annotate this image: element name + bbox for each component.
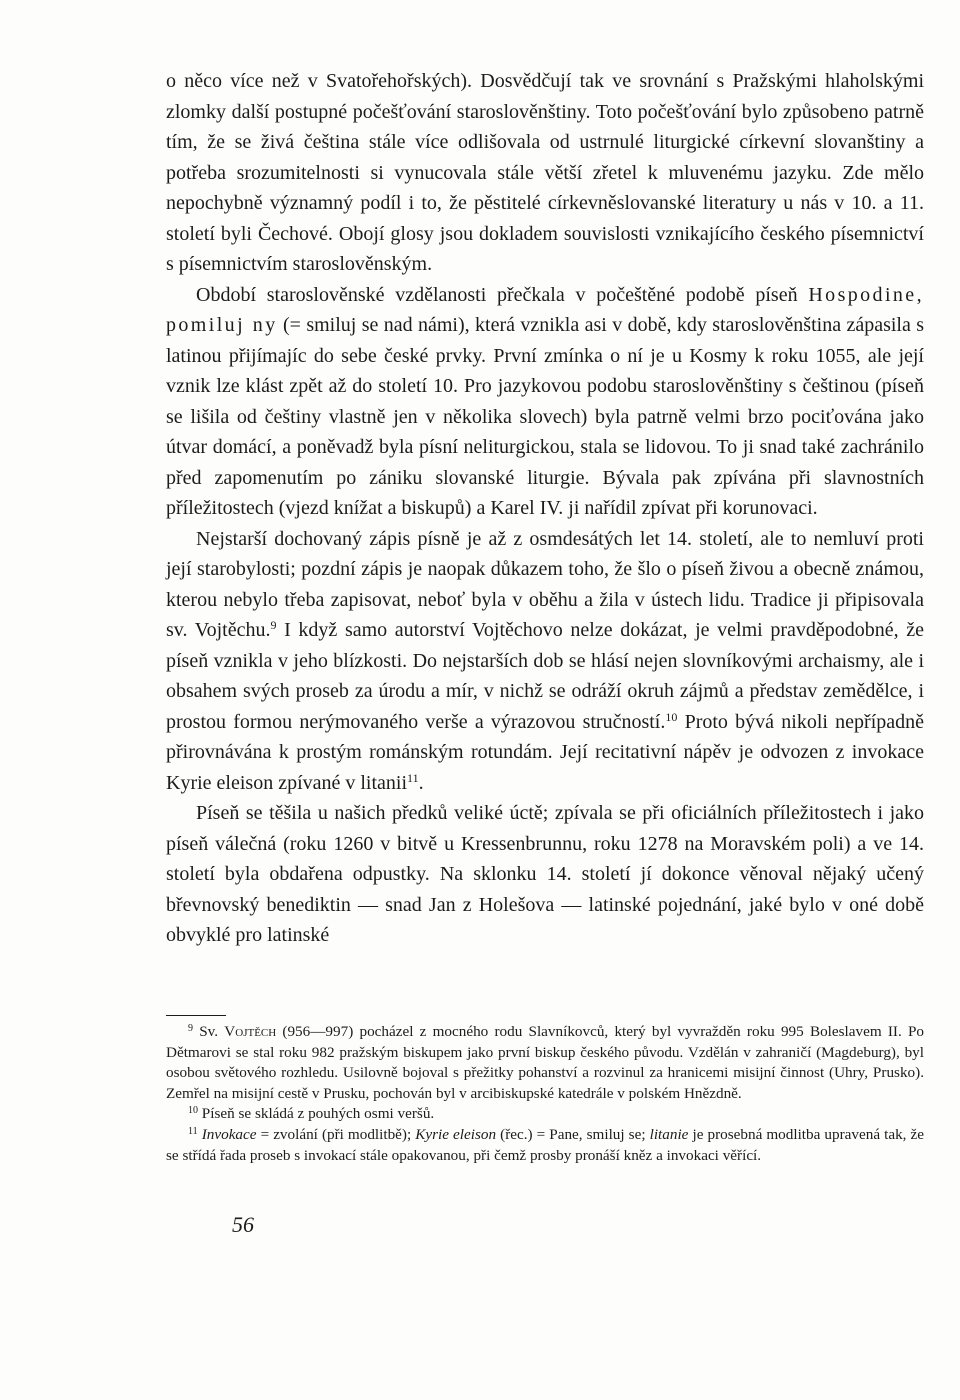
song-title-spaced: Hospodine, pomiluj ny xyxy=(166,283,924,336)
paragraph-4 xyxy=(166,798,924,951)
footnote-number: 11 xyxy=(188,1125,198,1137)
footnote-term: Kyrie eleison xyxy=(415,1125,497,1143)
page-number: 56 xyxy=(232,1212,254,1237)
footnote-number: 9 xyxy=(188,1023,193,1034)
footnote-ref[interactable]: 9 xyxy=(270,618,277,632)
footnote-text: (řec.) = Pane, smiluj se; xyxy=(496,1125,650,1143)
footnote-term: litanie xyxy=(649,1125,689,1143)
paragraph-text: I když samo autorství Vojtěchovo nelze dokázat, je velmi pravděpodobné, že píseň vznikla v jeho blízkosti. Do nejstarších dob se hlásí nejen slovníkovými archaismy, ale i obsahem svých proseb za úrodu a mír, v nichž se odráží okruh zájmů a představ zemědělce, i prostou formou nerýmovaného verše a výrazovou stručností. xyxy=(166,619,925,733)
footnote-text: je prosebná modlitba upravená tak, že se střídá řada proseb s invokací stále opakovanou, při čemž prosby pronáší kněz a invokaci věřící. xyxy=(166,1125,925,1164)
footnote-divider xyxy=(166,1015,226,1016)
paragraph-text: o něco více než v Svatořehořských). Dosvědčují tak ve srovnání s Pražskými hlaholskými zlomky další postupné počešťování staroslověnštiny. Toto počešťování bylo způsobeno patrně tím, že se živá čeština stále více odlišovala od ustrnulé liturgické církevní slovanštiny a potřeba srozumitelnosti si vynucovala stále větší zřetel k mluvenému jazyku. Zde mělo nepochybně významný podíl i to, že pěstitelé církevněslovanské literatury u nás v 10. a 11. století byli Čechové. Obojí glosy jsou dokladem souvislosti vznikajícího českého písemnictví s písemnictvím staroslověnským. xyxy=(166,70,924,275)
paragraph-text: Píseň se těšila u našich předků veliké úctě; zpívala se při oficiálních příležitostech i jako píseň válečná (roku 1260 v bitvě u Kressenbrunnu, roku 1278 na Moravském poli) a ve 14. století byla obdařena odpustky. Na sklonku 14. století jí dokonce věnoval nějaký učený břevnovský benediktin — snad Jan z Holešova — latinské pojednání, jaké bylo v oné době obvyklé pro latinské xyxy=(166,802,924,946)
paragraph-2 xyxy=(166,280,924,524)
footnote-name: Vojtěch xyxy=(224,1023,277,1040)
paragraph-text: Proto bývá nikoli nepřípadně přirovnávána k prostým románským rotundám. Její recitativní nápěv je odvozen z invokace Kyrie eleison zpívané v litanii xyxy=(166,710,924,794)
footnote-10 xyxy=(166,1104,924,1125)
footnote-9 xyxy=(166,1022,924,1104)
footnote-11 xyxy=(166,1125,924,1166)
footnote-term: Invokace xyxy=(201,1125,257,1143)
footnote-number: 10 xyxy=(188,1105,198,1117)
footnotes xyxy=(166,1022,924,1166)
footnote-ref[interactable]: 10 xyxy=(665,709,678,724)
footnote-text: Píseň se skládá z pouhých osmi veršů. xyxy=(201,1105,435,1123)
footnote-text: (956—997) pocházel z mocného rodu Slavníkovců, který byl vyvražděn roku 995 Boleslavem II. Po Dětmarovi se stal roku 982 pražským biskupem jako první biskup českého původu. Vzdělán v zahraničí (Magdeburg), byl osobou světového rozhledu. Usilovně bojoval s přežitky pohanství a rozvinul za hranicemi misijní činnost (Uhry, Prusko). Zemřel na misijní cestě v Prusku, pochován byl v arcibiskupské katedrále v polském Hnězdně. xyxy=(166,1023,925,1102)
footnote-text: Sv. xyxy=(199,1023,225,1040)
paragraph-3 xyxy=(166,524,924,799)
paragraph-text: Nejstarší dochovaný zápis písně je až z osmdesátých let 14. století, ale to nemluví proti její starobylosti; pozdní zápis je naopak důkazem toho, že šlo o píseň živou a obecně známou, kterou nebylo třeba zapisovat, neboť byla v oběhu a žila v ústech lidu. Tradice ji připisovala sv. Vojtěchu. xyxy=(166,527,924,641)
paragraph-text: . xyxy=(418,771,424,794)
footnote-ref[interactable]: 11 xyxy=(407,770,419,785)
paragraph-1 xyxy=(166,66,924,280)
paragraph-text: Období staroslověnské vzdělanosti přečkala v počeštěné podobě píseň xyxy=(196,283,798,306)
paragraph-text: (= smiluj se nad námi), která vznikla asi v době, kdy staroslověnština zápasila s latinou přijímajíc do sebe české prvky. První zmínka o ní je u Kosmy k roku 1055, ale její vznik lze klást zpět až do století 10. Pro jazykovou podobu staroslověnštiny s češtinou (píseň se lišila od češtiny vlastně jen v několika slovech) byla patrně velmi brzo pociťována jako útvar domácí, a poněvadž byla písní neliturgickou, stala se lidovou. To ji snad také zachránilo před zapomenutím po zániku slovanské liturgie. Bývala pak zpívána při slavnostních příležitostech (vjezd knížat a biskupů) a Karel IV. ji nařídil zpívat při korunovaci. xyxy=(166,314,925,519)
main-text xyxy=(166,66,924,951)
footnote-text: = zvolání (při modlitbě); xyxy=(256,1125,416,1143)
